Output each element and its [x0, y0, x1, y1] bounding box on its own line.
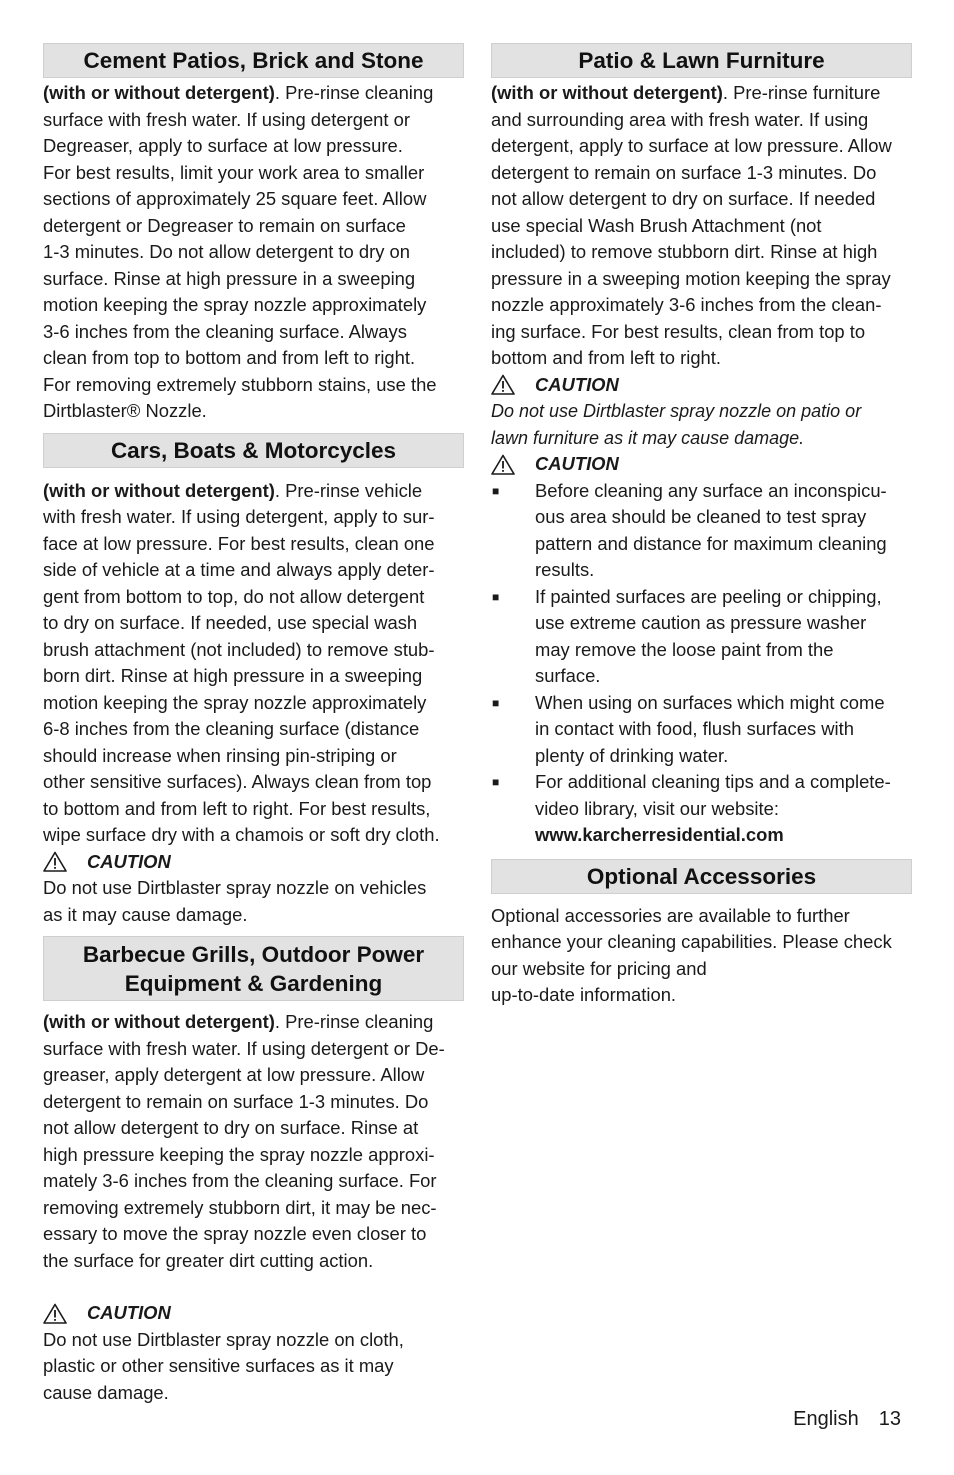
list-item	[491, 690, 912, 770]
caution-label: CAUTION	[87, 1302, 171, 1323]
heading-line: Equipment & Gardening	[124, 971, 383, 996]
footer-language: English	[793, 1408, 859, 1430]
bbq-text	[43, 1009, 464, 1406]
text-line: clean from top to bottom and from left to right.	[43, 347, 416, 368]
text-line	[43, 478, 464, 505]
bullet-square-icon: ■	[492, 695, 500, 710]
text-line: For additional cleaning tips and a complete-	[535, 771, 891, 792]
text-line	[43, 80, 464, 107]
right-column	[491, 43, 912, 1009]
bullet-text	[535, 769, 912, 849]
text-line: greaser, apply detergent at low pressure. Allow	[43, 1064, 425, 1085]
text-line: 1-3 minutes. Do not allow detergent to dry on	[43, 241, 410, 262]
caution-heading	[491, 372, 912, 399]
lead-bold: (with or without detergent)	[43, 1011, 275, 1032]
text-line: sections of approximately 25 square feet. Allow	[43, 188, 427, 209]
text-line: with fresh water. If using detergent, apply to sur-	[43, 506, 435, 527]
warning-triangle-icon	[491, 454, 515, 475]
accessories-text	[491, 903, 912, 1009]
text-line: brush attachment (not included) to remove stub-	[43, 638, 435, 660]
text-span: . Pre-rinse cleaning	[274, 1011, 434, 1032]
section-heading-cement: Cement Patios, Brick and Stone	[43, 43, 464, 78]
list-item	[491, 584, 912, 690]
text-line: When using on surfaces which might come	[535, 691, 885, 713]
text-line: in contact with food, flush surfaces with	[535, 718, 854, 739]
text-line: Optional accessories are available to further	[491, 904, 850, 926]
text-line: surface. Rinse at high pressure in a sweeping	[43, 267, 416, 289]
text-line: Do not use Dirtblaster spray nozzle on cloth,	[43, 1328, 404, 1350]
caution-label: CAUTION	[535, 453, 619, 474]
furniture-text	[491, 80, 912, 849]
text-line: Dirtblaster® Nozzle.	[43, 400, 207, 421]
left-column	[43, 43, 464, 1406]
text-line: 6-8 inches from the cleaning surface (distance	[43, 718, 420, 739]
bullet-square-icon: ■	[492, 775, 500, 789]
text-line: and surrounding area with fresh water. If using	[491, 108, 869, 130]
text-line: essary to move the spray nozzle even closer to	[43, 1223, 427, 1244]
text-line: Before cleaning any surface an inconspicu-	[535, 479, 887, 501]
text-line: ous area should be cleaned to test spray	[535, 506, 867, 527]
text-line: born dirt. Rinse at high pressure in a sweeping	[43, 665, 423, 686]
caution-bullet-list	[491, 478, 912, 849]
text-line: For removing extremely stubborn stains, use the	[43, 373, 437, 395]
section-heading-bbq	[43, 936, 464, 1001]
text-line: For best results, limit your work area to smaller	[43, 161, 425, 183]
section-heading-cars: Cars, Boats & Motorcycles	[43, 433, 464, 468]
text-line: detergent to remain on surface 1-3 minutes. Do	[43, 1090, 429, 1112]
text-line: use extreme caution as pressure washer	[535, 612, 867, 633]
caution-text-line: Do not use Dirtblaster spray nozzle on patio or	[491, 401, 862, 421]
text-line: removing extremely stubborn dirt, it may be nec-	[43, 1196, 437, 1218]
text-line: our website for pricing and	[491, 957, 707, 979]
bullet-text	[535, 478, 912, 584]
text-span: . Pre-rinse cleaning	[274, 82, 434, 103]
text-line	[491, 80, 912, 107]
list-item	[491, 769, 912, 849]
caution-label: CAUTION	[535, 373, 619, 395]
text-line: up-to-date information.	[491, 984, 677, 1005]
bullet-square-icon: ■	[492, 589, 500, 604]
warning-triangle-icon	[43, 851, 67, 872]
caution-heading	[43, 1300, 464, 1327]
lead-bold: (with or without detergent)	[43, 82, 275, 103]
bullet-text	[535, 690, 912, 770]
lead-bold: (with or without detergent)	[491, 82, 723, 103]
text-line: surface.	[535, 665, 601, 686]
warning-triangle-icon	[491, 374, 515, 395]
text-line: face at low pressure. For best results, clean one	[43, 532, 435, 554]
website-link[interactable]: www.karcherresidential.com	[535, 824, 784, 845]
text-line: gent from bottom to top, do not allow detergent	[43, 585, 425, 607]
text-line: detergent or Degreaser to remain on surface	[43, 214, 406, 236]
text-line: to bottom and from left to right. For best results,	[43, 797, 431, 819]
list-item	[491, 478, 912, 584]
text-line: to dry on surface. If needed, use special wash	[43, 612, 418, 633]
text-line: high pressure keeping the spray nozzle approxi-	[43, 1143, 435, 1165]
text-line: should increase when rinsing pin-striping or	[43, 744, 397, 766]
text-line: side of vehicle at a time and always apply deter-	[43, 559, 435, 580]
text-line: If painted surfaces are peeling or chipping,	[535, 585, 882, 607]
text-line: nozzle approximately 3-6 inches from the clean-	[491, 294, 882, 315]
caution-text-line: lawn furniture as it may cause damage.	[491, 427, 805, 448]
text-line	[43, 1009, 464, 1036]
text-line: motion keeping the spray nozzle approximately	[43, 294, 427, 315]
text-line: pressure in a sweeping motion keeping the spray	[491, 267, 891, 289]
text-line: cause damage.	[43, 1381, 169, 1403]
lead-bold: (with or without detergent)	[43, 479, 275, 501]
text-line: Do not use Dirtblaster spray nozzle on vehicles	[43, 877, 427, 898]
text-line: detergent, apply to surface at low pressure. Allow	[491, 135, 892, 156]
text-line: use special Wash Brush Attachment (not	[491, 214, 822, 236]
text-line: ing surface. For best results, clean from top to	[491, 320, 866, 342]
caution-heading	[43, 849, 464, 876]
text-line: detergent to remain on surface 1-3 minutes. Do	[491, 161, 877, 183]
warning-triangle-icon	[43, 1303, 67, 1324]
text-span: . Pre-rinse furniture	[722, 82, 881, 103]
page-number: 13	[878, 1408, 901, 1430]
text-line: not allow detergent to dry on surface. If needed	[491, 188, 876, 209]
text-line: video library, visit our website:	[535, 797, 779, 819]
caution-heading	[491, 451, 912, 478]
text-line: as it may cause damage.	[43, 903, 248, 925]
text-line: other sensitive surfaces). Always clean from top	[43, 771, 432, 792]
text-line: enhance your cleaning capabilities. Please check	[491, 931, 892, 952]
text-line: plastic or other sensitive surfaces as it may	[43, 1355, 394, 1376]
text-line: included) to remove stubborn dirt. Rinse at high	[491, 241, 878, 262]
bullet-square-icon: ■	[492, 483, 500, 498]
text-line: surface with fresh water. If using detergent or	[43, 108, 410, 130]
text-span: . Pre-rinse vehicle	[274, 479, 423, 501]
text-line: plenty of drinking water.	[535, 744, 729, 766]
text-line: surface with fresh water. If using detergent or De-	[43, 1037, 445, 1059]
text-line: wipe surface dry with a chamois or soft dry cloth.	[43, 824, 440, 845]
heading-line: Barbecue Grills, Outdoor Power	[82, 942, 425, 967]
text-line: may remove the loose paint from the	[535, 638, 834, 660]
text-line: not allow detergent to dry on surface. Rinse at	[43, 1117, 419, 1138]
text-line: results.	[535, 559, 595, 580]
cars-text	[43, 478, 464, 929]
section-heading-accessories: Optional Accessories	[491, 859, 912, 894]
caution-label: CAUTION	[87, 850, 171, 872]
page-footer	[793, 1405, 901, 1433]
section-heading-furniture: Patio & Lawn Furniture	[491, 43, 912, 78]
text-line: 3-6 inches from the cleaning surface. Always	[43, 320, 407, 342]
text-line: pattern and distance for maximum cleaning	[535, 532, 887, 554]
text-line: bottom and from left to right.	[491, 347, 721, 368]
text-line: motion keeping the spray nozzle approximately	[43, 691, 427, 713]
cement-text	[43, 80, 464, 425]
text-line: Degreaser, apply to surface at low pressure.	[43, 135, 403, 156]
text-line: mately 3-6 inches from the cleaning surface. For	[43, 1170, 437, 1191]
bullet-text	[535, 584, 912, 690]
text-line: the surface for greater dirt cutting action.	[43, 1249, 374, 1271]
